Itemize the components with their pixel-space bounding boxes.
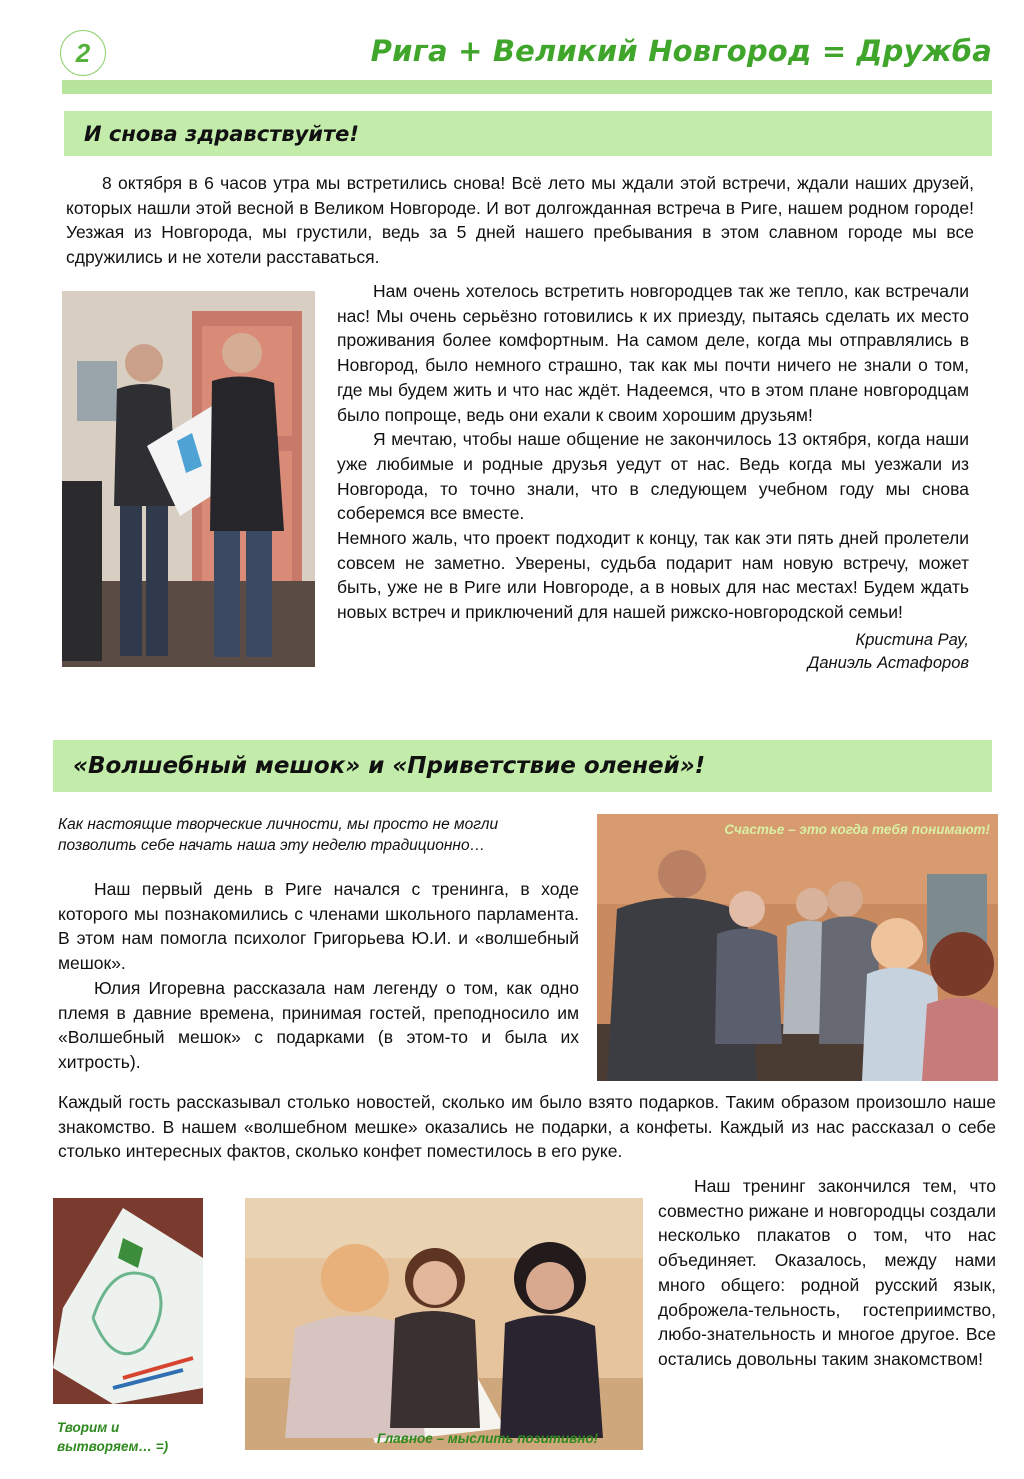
photo-group-training-image bbox=[597, 814, 998, 1081]
photo-gift-poster bbox=[62, 291, 315, 667]
photo-three-girls-image bbox=[245, 1198, 643, 1450]
photo-caption-happiness: Счастье – это когда тебя понимают! bbox=[724, 822, 990, 837]
section2-heading-bar bbox=[53, 740, 992, 792]
page-number: 2 bbox=[60, 30, 106, 76]
section1-paragraph3: Я мечтаю, чтобы наше общение не закончилось 13 октября, когда наши уже любимые и родные друзья уедут от нас. Ведь когда мы уезжали из Новгорода, то точно знали, что в следующем учебном году мы снова соберемся все вместе. bbox=[337, 429, 969, 524]
section2-heading: «Волшебный мешок» и «Приветствие оленей»! bbox=[73, 753, 706, 779]
section2-left-column bbox=[58, 877, 579, 1075]
header-divider bbox=[62, 80, 992, 94]
section1-intro: 8 октября в 6 часов утра мы встретились снова! Всё лето мы ждали этой встречи, ждали наших друзей, которых нашли этой весной в Великом Новгороде. И вот долгожданная встреча в Риге, нашем родном городе! Уезжая из Новгорода, мы грустили, ведь за 5 дней нашего пребывания в этом славном городе мы все сдружились и не хотели расставаться. bbox=[66, 173, 974, 268]
section1-paragraph2: Нам очень хотелось встретить новгородцев так же тепло, как встречали нас! Мы очень серьёзно готовились к их приезду, пытаясь сделать их место проживания более комфортным. На самом деле, когда мы отправлялись в Новгород, было немного страшно, так как мы почти ничего не знали о том, где мы будем жить и что нас ждёт. Надеемся, что в этом плане новгородцам было попроще, ведь они ехали к своим хорошим друзьям! bbox=[337, 281, 969, 425]
section1-heading: И снова здравствуйте! bbox=[84, 121, 359, 146]
photo-caption-creating: Творим и вытворяем… =) bbox=[57, 1420, 169, 1454]
section2-lead: Как настоящие творческие личности, мы просто не могли позволить себе начать наша эту неделю традиционно… bbox=[58, 816, 499, 854]
photo-posters-image bbox=[53, 1198, 203, 1404]
section1-paragraph4: Немного жаль, что проект подходит к концу, так как эти пять дней пролетели совсем не заметно. Уверены, судьба подарит нам новую встречу, может быть, уже не в Риге или Новгороде, а в новых для нас местах! Будем ждать новых встреч и приключений для нашей рижско-новгородской семьи! bbox=[337, 528, 969, 623]
section2-paragraph4: Наш тренинг закончился тем, что совместно рижане и новгородцы создали несколько плакатов о том, что нас объединяет. Оказалось, между нами много общего: родной русский язык, доброжела-тельность, гостеприимство, любо-знательность и многое другое. Все остались довольны таким знакомством! bbox=[658, 1176, 996, 1369]
section1-heading-bar bbox=[64, 111, 992, 156]
section2-paragraph1: Наш первый день в Риге начался с тренинга, в ходе которого мы познакомились с членами школьного парламента. В этом нам помогла психолог Григорьева Ю.И. и «волшебный мешок». bbox=[58, 879, 579, 974]
section2-paragraph2: Юлия Игоревна рассказала нам легенду о том, как одно племя в давние времена, принимая гостей, преподносило им «Волшебный мешок» с подарками (в этом-то и была их хитрость). bbox=[58, 977, 579, 1072]
author-1: Кристина Рау, bbox=[855, 630, 969, 649]
section2-paragraph3: Каждый гость рассказывал столько новостей, сколько им было взято подарков. Таким образом произошло наше знакомство. В нашем «волшебном мешке» оказались не подарки, а конфеты. Каждый из нас рассказал о себе столько интересных фактов, сколько конфет поместилось в его руке. bbox=[58, 1092, 996, 1162]
photo-three-girls bbox=[245, 1198, 643, 1450]
photo-posters bbox=[53, 1198, 203, 1404]
photo-group-training bbox=[597, 814, 998, 1081]
newsletter-title: Рига + Великий Новгород = Дружба bbox=[370, 34, 992, 68]
author-2: Даниэль Астафоров bbox=[807, 653, 969, 672]
photo-gift-poster-image bbox=[62, 291, 315, 667]
photo-caption-positive: Главное – мыслить позитивно! bbox=[377, 1431, 599, 1446]
section1-right-column bbox=[337, 279, 969, 675]
